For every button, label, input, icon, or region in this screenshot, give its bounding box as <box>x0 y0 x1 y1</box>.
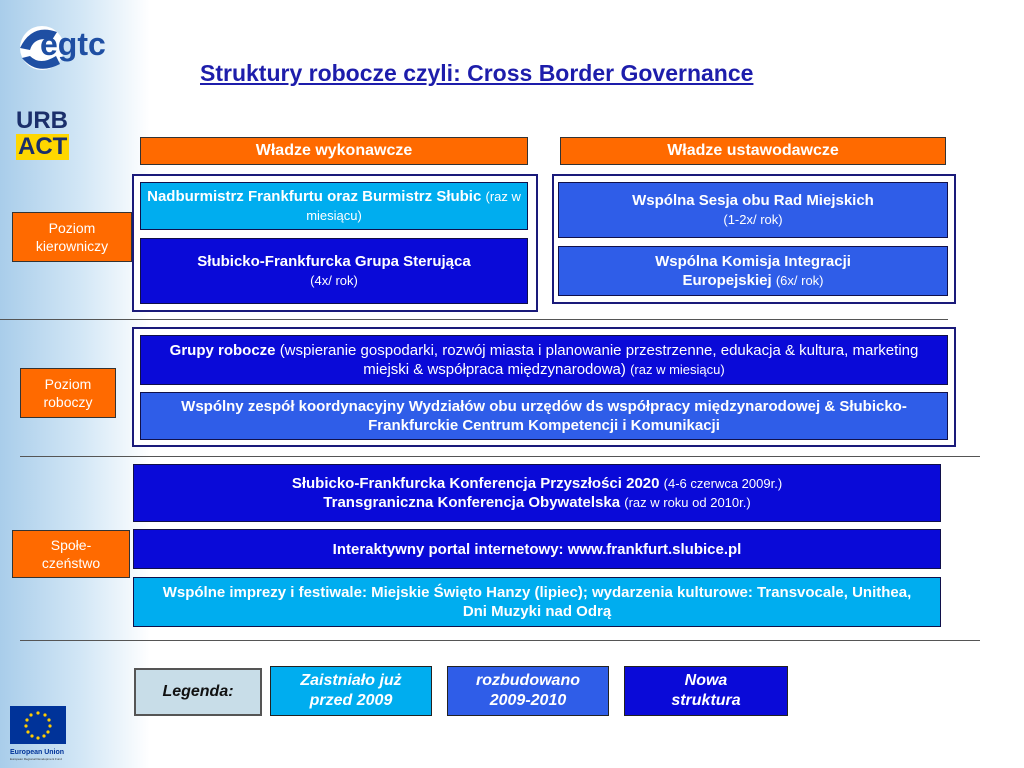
steering-bold: Słubicko-Frankfurcka Grupa Sterująca <box>197 253 471 270</box>
page-title: Struktury robocze czyli: Cross Border Governance <box>200 60 754 86</box>
legend-existing: Zaistniało już przed 2009 <box>270 666 432 716</box>
events-box <box>133 577 941 627</box>
joint-session-note: (1-2x/ rok) <box>723 212 783 227</box>
level-working: Poziom roboczy <box>20 368 116 418</box>
portal-text: Interaktywny portal internetowy: www.frankfurt.slubice.pl <box>332 540 742 558</box>
eu-logo <box>10 706 66 761</box>
mayors-note: (raz w miesiącu) <box>306 189 521 223</box>
steering-group-box <box>140 238 528 304</box>
mayors-box <box>140 182 528 230</box>
separator-3 <box>20 640 980 641</box>
legend-expanded: rozbudowano 2009-2010 <box>447 666 609 716</box>
conferences-box <box>133 464 941 522</box>
eu-flag-icon <box>10 706 66 744</box>
eu-logo-sub: European Regional Development Fund <box>10 757 62 761</box>
separator-2 <box>20 456 980 457</box>
portal-box <box>133 529 941 569</box>
coordination-team-box <box>140 392 948 440</box>
joint-session-box <box>558 182 948 238</box>
egtc-logo-text: egtc <box>40 26 106 62</box>
conf-citizens-bold: Transgraniczna Konferencja Obywatelska <box>323 494 621 511</box>
urbact-logo <box>16 108 82 168</box>
mayors-bold: Nadburmistrz Frankfurtu oraz Burmistrz Słubic <box>147 188 482 205</box>
joint-session-bold: Wspólna Sesja obu Rad Miejskich <box>632 192 874 209</box>
eu-commission-bold: Wspólna Komisja Integracji Europejskiej <box>655 253 851 289</box>
eu-logo-label: European Union <box>10 749 65 756</box>
eu-commission-box <box>558 246 948 296</box>
separator-1 <box>0 319 948 320</box>
working-groups-box <box>140 335 948 385</box>
header-executive: Władze wykonawcze <box>140 137 528 165</box>
egtc-logo <box>12 18 127 78</box>
working-groups-text: (wspieranie gospodarki, rozwój miasta i planowanie przestrzenne, edukacja & kultura, marketing miejski & współpraca międzynarodowa) <box>279 342 919 378</box>
eu-commission-note: (6x/ rok) <box>775 273 824 288</box>
conf-future-bold: Słubicko-Frankfurcka Konferencja Przyszłości 2020 <box>291 475 660 492</box>
level-management: Poziom kierowniczy <box>12 212 132 262</box>
urbact-logo-bottom: ACT <box>18 133 68 160</box>
working-groups-note: (raz w miesiącu) <box>630 362 725 377</box>
conf-future-note: (4-6 czerwca 2009r.) <box>663 476 783 491</box>
legend-label: Legenda: <box>134 668 262 716</box>
coordination-team-text: Wspólny zespół koordynacyjny Wydziałów obu urzędów ds współpracy międzynarodowej & Słubicko-Frankfurckie Centrum Kompetencji i Komunikacji <box>181 398 907 434</box>
conf-citizens-note: (raz w roku od 2010r.) <box>624 495 751 510</box>
working-groups-bold: Grupy robocze <box>169 342 276 359</box>
level-society: Społe-czeństwo <box>12 530 130 578</box>
legend-new: Nowa struktura <box>624 666 788 716</box>
steering-note: (4x/ rok) <box>310 273 358 288</box>
urbact-logo-top: URB <box>16 107 68 134</box>
header-legislative: Władze ustawodawcze <box>560 137 946 165</box>
events-text: Wspólne imprezy i festiwale: Miejskie Święto Hanzy (lipiec); wydarzenia kulturowe: Transvocale, Unithea, Dni Muzyki nad Odrą <box>162 584 912 620</box>
